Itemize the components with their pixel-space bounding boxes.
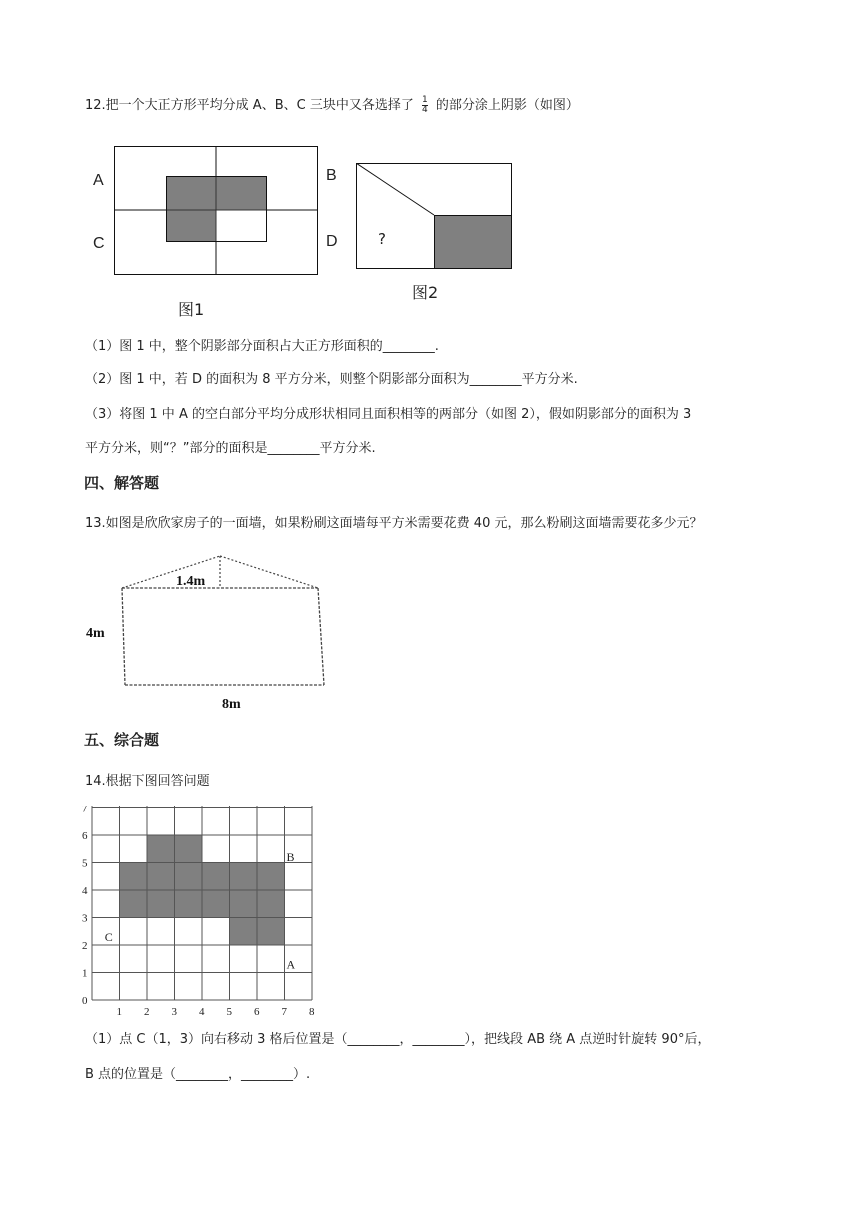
x-tick-label: 3 xyxy=(171,1006,177,1018)
q12-text-before: 12.把一个大正方形平均分成 A、B、C 三块中又各选择了 xyxy=(85,98,414,113)
wall-drawing xyxy=(84,553,344,713)
q12-sub2: （2）图 1 中，若 D 的面积为 8 平方分米，则整个阴影部分面积为________平方分米. xyxy=(85,372,578,387)
q14-sub1-line2: B 点的位置是（________，________）. xyxy=(85,1067,311,1082)
figure-2 xyxy=(356,163,512,269)
section-5-title: 五、综合题 xyxy=(84,731,160,749)
point-a-label: A xyxy=(286,957,296,972)
shaded-cell xyxy=(147,835,175,863)
shaded-cell xyxy=(230,863,258,891)
x-tick-label: 7 xyxy=(281,1006,287,1018)
shaded-cell xyxy=(202,863,230,891)
y-tick-label: 2 xyxy=(82,940,88,952)
shaded-cell xyxy=(175,863,203,891)
shaded-cell xyxy=(147,863,175,891)
x-tick-label: 4 xyxy=(199,1006,205,1018)
shaded-cell xyxy=(257,863,285,891)
q13-text: 13.如图是欣欣家房子的一面墙，如果粉刷这面墙每平方米需要花费 40 元，那么粉刷这面墙需要花多少元？ xyxy=(85,516,703,531)
shaded-cell xyxy=(175,890,203,918)
x-tick-label: 2 xyxy=(144,1006,150,1018)
q12-sub1: （1）图 1 中，整个阴影部分面积占大正方形面积的________. xyxy=(85,339,439,354)
fig1-label-c: C xyxy=(93,235,105,252)
point-b-label: B xyxy=(286,850,295,864)
wall-width-label: 8m xyxy=(222,697,241,712)
shaded-cell xyxy=(230,890,258,918)
figure-2-drawing xyxy=(356,163,512,269)
q13-wall-figure xyxy=(84,553,344,713)
shaded-cell xyxy=(257,918,285,946)
x-tick-label: 5 xyxy=(226,1006,232,1018)
shaded-cell xyxy=(230,918,258,946)
fig1-label-d: D xyxy=(326,233,338,250)
y-tick-label: 3 xyxy=(82,912,88,925)
q14-grid-figure xyxy=(78,806,326,1018)
q12-fraction xyxy=(422,96,428,115)
fig1-label-a: A xyxy=(93,172,104,189)
wall-height-label: 4m xyxy=(86,626,105,641)
y-tick-label: 6 xyxy=(82,830,88,842)
y-tick-label: 1 xyxy=(82,967,88,980)
fig1-label-b: B xyxy=(326,167,337,184)
x-tick-label: 8 xyxy=(309,1006,315,1018)
fig2-caption: 图2 xyxy=(412,283,439,302)
coordinate-grid xyxy=(78,806,326,1018)
figure-1-drawing xyxy=(114,146,318,276)
fig2-question-mark: ? xyxy=(378,230,386,248)
x-tick-label: 0 xyxy=(82,995,88,1007)
roof-height-label: 1.4m xyxy=(176,574,206,589)
shaded-cell xyxy=(202,890,230,918)
shaded-cell xyxy=(120,863,148,891)
shaded-cell xyxy=(147,890,175,918)
y-tick-label: 5 xyxy=(82,857,88,870)
section-4-title: 四、解答题 xyxy=(84,474,160,492)
point-c-label: C xyxy=(104,929,113,944)
q12-prompt xyxy=(85,96,579,115)
q12-sub3-line2: 平方分米，则“？”部分的面积是________平方分米. xyxy=(85,441,376,456)
fig1-caption: 图1 xyxy=(178,300,205,319)
fraction-denominator: 4 xyxy=(421,105,428,115)
q12-sub3-line1: （3）将图 1 中 A 的空白部分平均分成形状相同且面积相等的两部分（如图 2），假如阴影部分的面积为 3 xyxy=(85,407,692,422)
figure-1 xyxy=(114,146,318,276)
shaded-cell xyxy=(175,835,203,863)
y-tick-label: 4 xyxy=(82,885,88,897)
y-tick-label: 7 xyxy=(82,806,88,815)
x-tick-label: 6 xyxy=(254,1006,260,1018)
shaded-cell xyxy=(120,890,148,918)
q14-sub1-line1: （1）点 C（1，3）向右移动 3 格后位置是（________，________），把线段 AB 绕 A 点逆时针旋转 90°后， xyxy=(85,1032,711,1047)
fraction-numerator: 1 xyxy=(421,95,428,105)
x-tick-label: 1 xyxy=(116,1006,122,1018)
q12-text-after: 的部分涂上阴影（如图） xyxy=(435,98,579,113)
q14-text: 14.根据下图回答问题 xyxy=(85,774,210,789)
shaded-cell xyxy=(257,890,285,918)
